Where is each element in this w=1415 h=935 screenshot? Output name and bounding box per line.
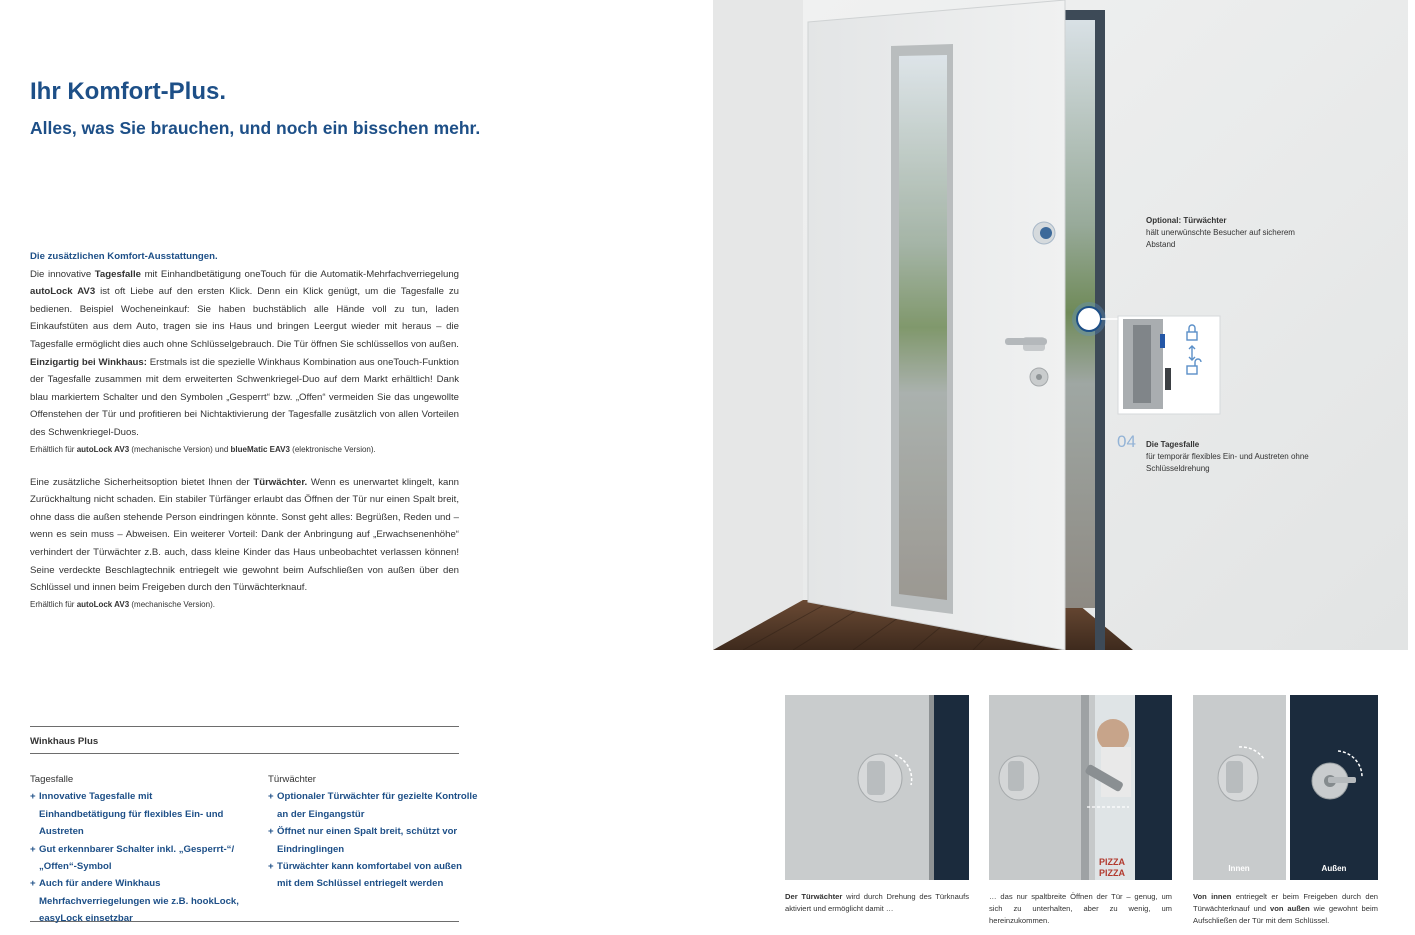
door-hero-image <box>713 0 1408 650</box>
page-subtitle: Alles, was Sie brauchen, und noch ein bisschen mehr. <box>30 118 481 138</box>
caption-1: Der Türwächter wird durch Drehung des Türknaufs aktiviert und ermöglicht damit … <box>785 892 969 913</box>
winkhaus-plus-box <box>30 726 478 925</box>
winkhaus-plus-heading: Winkhaus Plus <box>30 736 99 747</box>
door-illustration <box>713 0 1408 650</box>
tuerwaechter-heading: Türwächter <box>268 774 316 785</box>
body-text <box>30 248 459 612</box>
list-item: + Auch für andere Winkhaus Mehrfachverriegelungen wie z.B. hookLock, easyLock einsetzbar <box>30 878 239 925</box>
paragraph-tuerwaechter: Eine zusätzliche Sicherheitsoption bietet Ihnen der Türwächter. Wenn es unerwartet klingelt, kann Zurückhaltung nicht schaden. Ein stabiler Türfänger erlaubt das Öffnen der Tür nur einen Spalt breit, ohne dass die außen stehende Person eindringen könnte. Sonst geht alles: Begrüßen, Reden und – wenn es sein muss – Abweisen. Ein weiterer Vorteil: Dank der Anbringung auf „Erwachsenenhöhe“ verhindert der Türwächter z.B. auch, dass kleine Kinder das Haus unbeobachtet verlassen können! Seine verdeckte Beschlagtechnik entriegelt wie gewohnt beim Aufschließen von außen über den Schlüssel und innen beim Freigeben durch den Türwächterknauf. <box>30 476 459 594</box>
caption-2: … das nur spaltbreite Öffnen der Tür – genug, um sich zu unterhalten, aber zu wenig, um hereinzukommen. <box>989 892 1172 925</box>
pizza-label: PIZZA <box>1099 857 1125 867</box>
paragraph-tagesfalle: Die innovative Tagesfalle mit Einhandbetätigung oneTouch für die Automatik-Mehrfachverriegelung autoLock AV3 ist oft Liebe auf den ersten Klick. Denn ein Klick genügt, um die Tagesfalle zu bedienen. Beispiel Wocheneinkauf: Sie haben buchstäblich alle Hände voll zu tun, laden Einkaufstüten aus dem Auto, tragen sie ins Haus und bringen Leergut wieder mit heraus – die Tagesfalle ermöglicht dies auch ohne Schlüsselgebrauch. Die Tür öffnen Sie schlüssellos von außen. <box>30 268 460 350</box>
list-item: + Türwächter kann komfortabel von außen mit dem Schlüssel entriegelt werden <box>268 861 462 890</box>
tagesfalle-heading: Tagesfalle <box>30 774 74 785</box>
section-heading: Die zusätzlichen Komfort-Ausstattungen. <box>30 251 218 262</box>
paragraph-einzigartig: Einzigartig bei Winkhaus: Erstmals ist die spezielle Winkhaus Kombination aus oneTouch-Funktion der Tagesfalle zusammen mit dem erweiterten Schwenkriegel-Duo auf dem Markt erhältlich! Dank blau markiertem Schalter und den Symbolen „Gesperrt“ bzw. „Offen“ vermeiden Sie das ungewollte Offenstehen der Tür und profitieren bei Nichtaktivierung der Tagesfalle zusätzlich von allen Vorteilen des Schwenkriegel-Duos. <box>30 356 459 438</box>
callout-tuerwaechter: Optional: Türwächter hält unerwünschte Besucher auf sicherem Abstand <box>1146 216 1295 249</box>
tuerwaechter-column <box>268 771 478 893</box>
callout-number: 04 <box>1117 432 1136 451</box>
caption-3: Von innen entriegelt er beim Freigeben durch den Türwächterknauf und von außen wie gewohnt beim Aufschließen der Tür mit dem Schlüssel. <box>1193 892 1379 925</box>
photo-knob-activate <box>785 695 969 880</box>
page-title: Ihr Komfort-Plus. <box>30 78 226 105</box>
list-item: + Innovative Tagesfalle mit Einhandbetätigung für flexibles Ein- und Austreten <box>30 791 224 838</box>
availability-note-1: Erhältlich für autoLock AV3 (mechanische Version) und blueMatic EAV3 (elektronische Version). <box>30 444 376 454</box>
tagesfalle-column <box>30 771 240 928</box>
photo-door-gap <box>989 695 1172 880</box>
photo-inside <box>1193 695 1286 880</box>
photo-outside <box>1290 695 1378 880</box>
label-innen: Innen <box>1228 864 1250 873</box>
callout-tagesfalle: Die Tagesfalle für temporär flexibles Ein- und Austreten ohne Schlüsseldrehung <box>1146 440 1309 473</box>
list-item: + Öffnet nur einen Spalt breit, schützt vor Eindringlingen <box>268 826 458 855</box>
list-item: + Optionaler Türwächter für gezielte Kontrolle an der Eingangstür <box>268 791 478 820</box>
availability-note-2: Erhältlich für autoLock AV3 (mechanische Version). <box>30 599 215 609</box>
list-item: + Gut erkennbarer Schalter inkl. „Gesperrt-“/„Offen“-Symbol <box>30 843 235 873</box>
pizza-label: PIZZA <box>1099 868 1125 878</box>
label-aussen: Außen <box>1321 864 1347 873</box>
